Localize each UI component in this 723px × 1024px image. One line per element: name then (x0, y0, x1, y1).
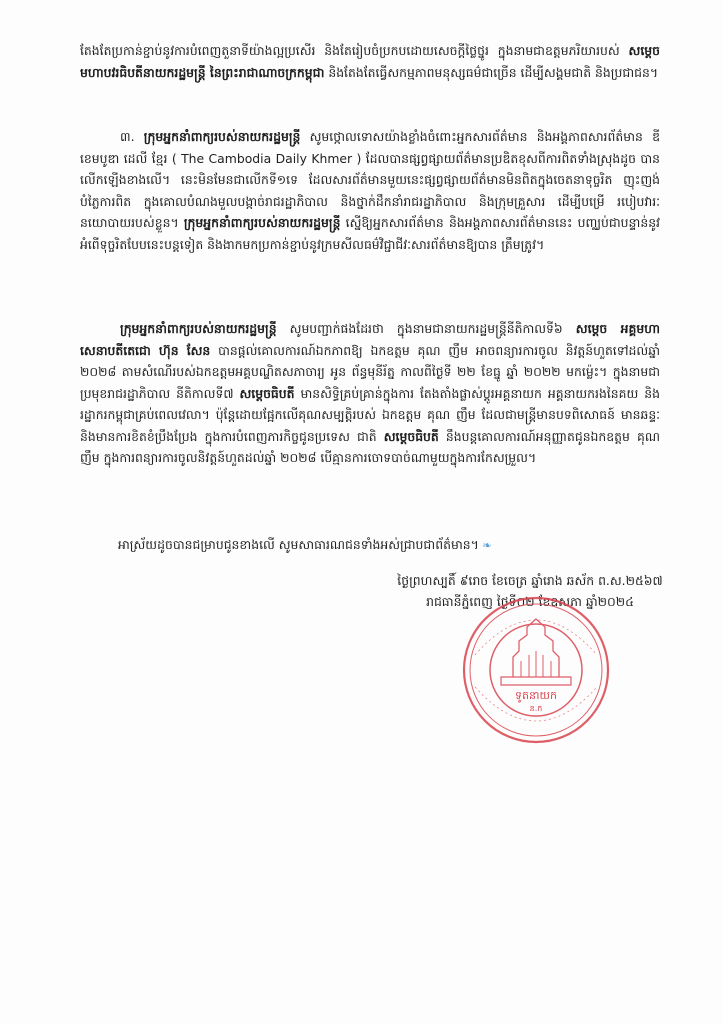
paragraph-2 (80, 126, 660, 255)
text-segment: អាស្រ័យដូចបានជម្រាបជូនខាងលើ សូមសាធារណជនទាំងអស់ជ្រាបជាព័ត៌មាន។ (118, 537, 479, 552)
paragraph-3 (80, 318, 660, 469)
ribbon-icon: ❧ (478, 539, 492, 552)
text-segment: សូមថ្កោលទោសយ៉ាងខ្លាំងចំពោះអ្នកសារព័ត៌មាន និងអង្គភាពសារព័ត៌មាន ឌី ខេមបូឌា ដេលី ខ្មែរ ( The Cambodia Daily Khmer ) ដែលបានផ្សព្វផ្សាយព័ត៌មានប្រឌិតខុសពីការពិតទាំងស្រុងដូច បានលើកឡើងខាងលើ។ នេះមិនមែនជាលើកទី១ទេ ដែលសារព័ត៌មានមួយនេះផ្សព្វផ្សាយព័ត៌មានមិនពិតក្នុងចេតនាទុច្ចរិត ញុះញង់ បំភ្លៃការពិត ក្នុងគោលបំណងមួលបង្កាច់រាជរដ្ឋាភិបាល និងថ្នាក់ដឹកនាំរាជរដ្ឋាភិបាល និងក្រុមគ្រួសារ ដើម្បីបម្រើ របៀបវារៈនយោបាយរបស់ខ្លួន។ (80, 129, 661, 230)
official-seal (461, 595, 611, 745)
text-segment: ៣. (120, 129, 144, 144)
bold-text-segment: សម្ដេចមហាបវរធិបតីនាយករដ្ឋមន្ត្រី នៃព្រះរាជាណាចក្រកម្ពុជា (80, 43, 660, 80)
text-segment: បានផ្ដល់គោលការណ៍ឯកភាពឱ្យ ឯកឧត្តម គុណ ញឹម អាចពន្យារការចូល និវត្តន៍ហួតទៅដល់ឆ្នាំ ២០២៨ តាមសំណើរបស់ឯកឧត្តមអគ្គបណ្ឌិតសភាចារ្យ អូន ព័ន្ធមុនីរ័ត្ន កាលពីថ្ងៃទី ២២ ខែធ្នូ ឆ្នាំ ២០២២ មកម្ល៉េះ។ ក្នុងនាមជាប្រមុខរាជរដ្ឋាភិបាល នីតិកាលទី៧ (80, 342, 660, 401)
text-segment: ស្នើឱ្យអ្នកសារព័ត៌មាន និងអង្គភាពសារព័ត៌មាននេះ បញ្ឈប់ជាបន្ទាន់នូវអំពើទុច្ចរិតបែបនេះបន្តទៀត និងងាកមកប្រកាន់ខ្ជាប់នូវក្រមសីលធម៌វិជ្ជាជីវៈសារព័ត៌មានឱ្យបាន ត្រឹមត្រូវ។ (80, 215, 660, 252)
bold-text-segment: សម្ដេច អគ្គមហាសេនាបតីតេជោ ហ៊ុន សែន (80, 321, 660, 358)
signature-date-solar: រាជធានីភ្នំពេញ ថ្ងៃទី០២ ខែឧសភា ឆ្នាំ២០២៤ (426, 594, 634, 609)
bold-text-segment: ក្រុមអ្នកនាំពាក្យរបស់នាយករដ្ឋមន្ត្រី (120, 321, 277, 336)
text-segment: សូមបញ្ជាក់ផងដែរថា ក្នុងនាមជានាយករដ្ឋមន្ត្រីនីតិកាលទី៦ (276, 321, 576, 336)
text-segment: នឹងបន្តគោលការណ៍អនុញ្ញាតជូនឯកឧត្តម គុណ ញឹម ក្នុងការពន្យារការចូលនិវត្តន៍ហួតដល់ឆ្នាំ ២០២៨ បើគ្មានការចោទបាច់ណាមួយក្នុងការកែសម្រួល។ (80, 428, 660, 465)
seal-sub-text: ន.ក (529, 704, 543, 713)
seal-center-text: ទូតនាយក (515, 689, 557, 702)
text-segment: តែងតែប្រកាន់ខ្ជាប់នូវការបំពេញតួនាទីយ៉ាងល្អប្រសើរ និងតែរៀបចំប្រកបដោយសេចក្ដីថ្លៃថ្នូរ ក្នុងនាមជាឧត្តមភរិយារបស់ (80, 43, 629, 58)
paragraph-1 (80, 40, 660, 83)
signature-date-lunar: ថ្ងៃព្រហស្បតិ៍ ៩រោច ខែចេត្រ ឆ្នាំរោង ឆស័ក ព.ស.២៥៦៧ (397, 573, 663, 588)
bold-text-segment: ក្រុមអ្នកនាំពាក្យរបស់នាយករដ្ឋមន្ត្រី (183, 215, 341, 230)
bold-text-segment: ក្រុមអ្នកនាំពាក្យរបស់នាយករដ្ឋមន្ត្រី (143, 129, 301, 144)
bold-text-segment: សម្ដេចធិបតី (383, 428, 439, 444)
text-segment: មានសិទ្ធិគ្រប់គ្រាន់ក្នុងការ តែងតាំងផ្លាស់ប្ដូរអគ្គនាយក អគ្គនាយករងនៃគយ និងរដ្ឋាករកម្ពុជាគ្រប់ពេលវេលា។ ប៉ុន្តែដោយផ្អែកលើគុណសម្បត្តិរបស់ ឯកឧត្តម គុណ ញឹម ដែលជាមន្ត្រីមានបទពិសោធន៍ មានឆន្ទៈនិងមានការខិតខំប្រឹងប្រែង ក្នុងការបំពេញភារកិច្ចជូនប្រទេស ជាតិ (80, 385, 660, 444)
text-segment: និងតែងតែធ្វើសកម្មភាពមនុស្សធម៌ជាច្រើន ដើម្បីសង្គមជាតិ និងប្រជាជន។ (324, 64, 659, 80)
bold-text-segment: សម្ដេចធិបតី (239, 385, 295, 401)
paragraph-closing (80, 534, 680, 557)
